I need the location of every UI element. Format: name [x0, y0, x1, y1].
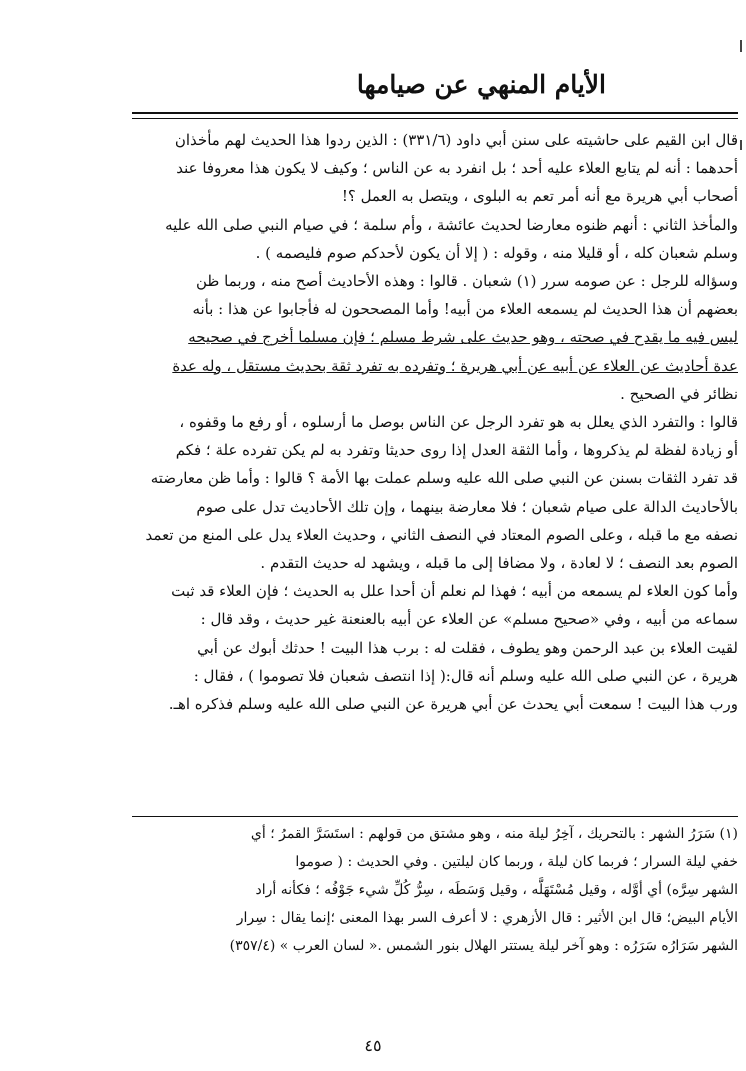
text-line: قالوا : والتفرد الذي يعلل به هو تفرد الرجل عن الناس بوصل ما أرسلوه ، أو رفع ما وقفوه ، [179, 413, 738, 432]
header-rule-thin [132, 118, 738, 119]
main-text [130, 126, 738, 718]
page-number: ٤٥ [364, 1036, 382, 1055]
text-line: وأما كون العلاء لم يسمعه من أبيه ؛ فهذا لم نعلم أن أحدا علل به الحديث ؛ فإن العلاء قد ثبت [171, 582, 738, 601]
scan-edge-mark [740, 40, 742, 52]
footnote-line: الأيام البيض؛ قال ابن الأثير : قال الأزهري : لا أعرف السر بهذا المعنى ؛إنما يقال : سِرار [236, 910, 738, 926]
text-line: وسلم شعبان كله ، أو قليلا منه ، وقوله : ( إلا أن يكون لأحدكم صوم فليصمه ) . [255, 243, 738, 262]
text-line: هريرة ، عن النبي صلى الله عليه وسلم أنه قال:( إذا انتصف شعبان فلا تصوموا ) ، فقال : [193, 666, 738, 685]
footnote-line: الشهر سِرَّه) أي أوَّله ، وقيل مُسْتَهَلَّه ، وقيل وَسَطَه ، سِرُّ كُلِّ شيء جَوْفُه ؛ فكأنه أراد [255, 882, 738, 898]
text-line: بعضهم أن هذا الحديث لم يسمعه العلاء من أبيه! وأما المصححون له فأجابوا عن هذا : بأنه [192, 300, 738, 319]
text-line: قال ابن القيم على حاشيته على سنن أبي داود (٣٣١/٦) : الذين ردوا هذا الحديث لهم مأخذان [174, 131, 738, 149]
header-rule [132, 112, 738, 114]
scan-edge-mark [740, 140, 742, 150]
footnote [130, 820, 738, 960]
text-line: أو زيادة لفظة لم يذكروها ، وأما الثقة العدل إذا روى حديثا وتفرد به لم يكن تفرده علة ؛ فكم [175, 441, 738, 460]
footnote-line: (١) سَرَرُ الشهر : بالتحريك ، آخِرُ ليلة منه ، وهو مشتق من قولهم : استَسَرَّ القمرُ ؛ أي [250, 826, 738, 842]
text-line: الصوم بعد النصف ؛ لا لعادة ، ولا مضافا إلى ما قبله ، ويشهد له حديث التقدم . [260, 554, 738, 573]
text-line: أصحاب أبي هريرة مع أنه أمر تعم به البلوى ، ويتصل به العمل ؟! [341, 187, 738, 206]
text-line: سماعه من أبيه ، وفي «صحيح مسلم» عن العلاء عن أبيه بالعنعنة غير حديث ، وقد قال : [200, 610, 738, 629]
footnote-line: خفي ليلة السرار ؛ فربما كان ليلة ، وربما كان ليلتين . وفي الحديث : ( صوموا [295, 854, 738, 870]
text-line: ليس فيه ما يقدح في صحته ، وهو حديث على شرط مسلم ؛ فإن مسلما أخرج في صحيحه [188, 328, 738, 347]
text-line: لقيت العلاء بن عبد الرحمن وهو يطوف ، فقلت له : برب هذا البيت ! حدثك أبوك عن أبي [197, 638, 738, 657]
text-line: بالأحاديث الدالة على صيام شعبان ؛ فلا معارضة بينهما ، وإن تلك الأحاديث تدل على صوم [196, 497, 738, 516]
text-line: أحدهما : أنه لم يتابع العلاء عليه أحد ؛ بل انفرد به عن الناس ؛ وكيف لا يكون هذا معروفا عند [176, 159, 738, 178]
text-line: قد تفرد الثقات بسنن عن النبي صلى الله عليه وسلم عملت بها الأمة ؟ قالوا : وأما ظن معارضته [150, 469, 738, 488]
text-line: عدة أحاديث عن العلاء عن أبيه عن أبي هريرة ؛ وتفرده به تفرد ثقة بحديث مستقل ، وله عدة [172, 356, 738, 375]
text-line: ورب هذا البيت ! سمعت أبي يحدث عن أبي هريرة عن النبي صلى الله عليه وسلم فذكره اهـ. [168, 695, 738, 714]
footnote-rule [132, 816, 738, 817]
running-header-title: الأيام المنهي عن صيامها [356, 70, 606, 99]
text-line: نصفه مع ما قبله ، وعلى الصوم المعتاد في النصف الثاني ، وحديث العلاء يدل على المنع من تعمد [145, 525, 738, 544]
text-line: والمأخذ الثاني : أنهم ظنوه معارضا لحديث عائشة ، وأم سلمة ؛ في صيام النبي صلى الله عليه [165, 215, 738, 234]
footnote-line: الشهر سَرَارُه سَرَرُه : وهو آخر ليلة يستتر الهلال بنور الشمس .« لسان العرب » (٣٥٧/٤) [229, 938, 738, 954]
text-line: نظائر في الصحيح . [620, 384, 738, 403]
text-line: وسؤاله للرجل : عن صومه سرر (١) شعبان . قالوا : وهذه الأحاديث أصح منه ، وربما ظن [196, 272, 738, 291]
